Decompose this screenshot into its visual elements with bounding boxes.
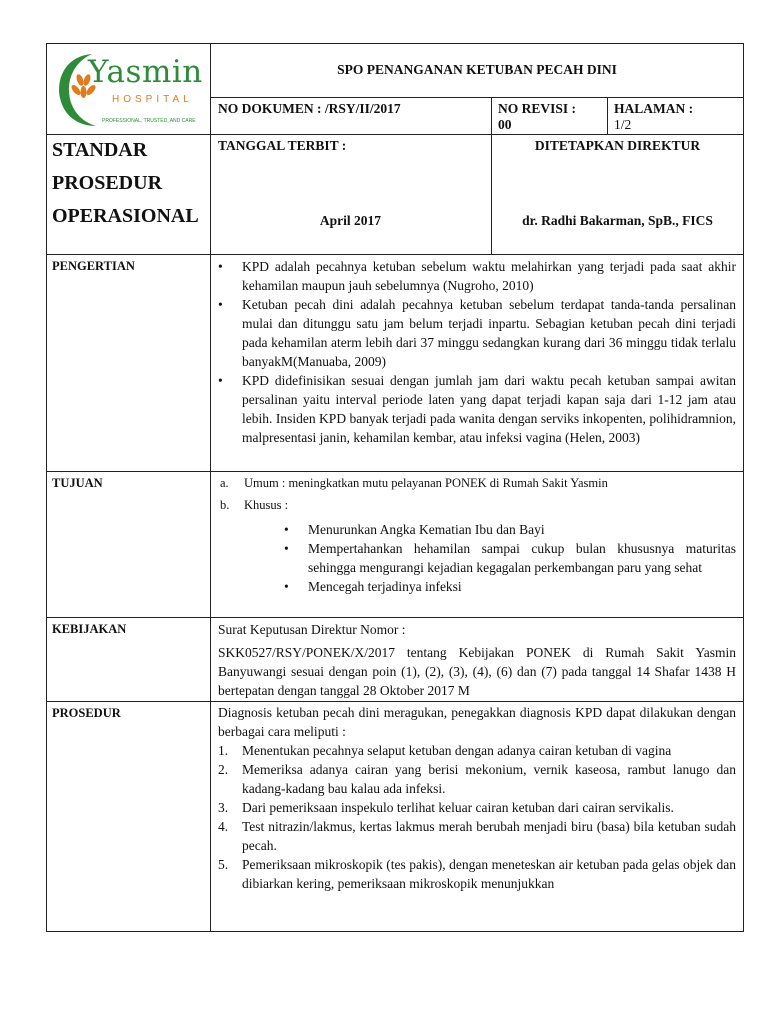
row-divider	[46, 617, 744, 618]
logo-name: Yasmin	[88, 54, 203, 90]
column-divider	[210, 43, 211, 932]
section-label-prosedur: PROSEDUR	[52, 706, 121, 720]
issue-date: April 2017	[319, 213, 382, 228]
revision-value: 00	[498, 117, 512, 132]
prosedur-steps	[214, 741, 736, 893]
column-divider	[491, 97, 492, 254]
prosedur-intro: Diagnosis ketuban pecah dini meragukan, penegakkan diagnosis KPD dapat dilakukan dengan berbagai cara meliputi :	[218, 705, 736, 739]
list-item: 3. Dari pemeriksaan inspekulo terlihat keluar cairan ketuban dari cairan servikalis.	[218, 800, 674, 815]
row-divider	[46, 471, 744, 472]
tujuan-a-text: Umum : meningkatkan mutu pelayanan PONEK di Rumah Sakit Yasmin	[244, 476, 608, 490]
list-item: • KPD adalah pecahnya ketuban sebelum waktu melahirkan yang terjadi pada saat akhir kehamilan maupun jauh sebelumnya (Nugroho, 2010)	[218, 259, 736, 293]
row-divider	[210, 134, 744, 135]
list-item: 2. Memeriksa adanya cairan yang berisi mekonium, vernik kaseosa, rambut lanugo dan kadang-kadang bau kalau ada infeksi.	[218, 762, 736, 796]
list-item: • Ketuban pecah dini adalah pecahnya ketuban sebelum terdapat tanda-tanda persalinan mulai dan ditunggu satu jam belum terjadi inpartu. Sebagian ketuban pecah dini terjadi pada kehamilan aterm lebih dari 37 minggu sedangkan kurang dari 36 minggu tidak terlalu banyakM(Manuaba, 2009)	[218, 297, 736, 369]
logo-tagline: PROFESSIONAL, TRUSTED, AND CARE	[102, 118, 196, 124]
sop-line-3: OPERASIONAL	[52, 205, 199, 227]
row-divider	[210, 97, 744, 98]
approved-by-label: DITETAPKAN DIREKTUR	[534, 138, 701, 153]
tujuan-list	[280, 520, 736, 596]
section-label-kebijakan: KEBIJAKAN	[52, 622, 127, 636]
list-item: 4. Test nitrazin/lakmus, kertas lakmus merah berubah menjadi biru (basa) bila ketuban sudah pecah.	[218, 819, 736, 853]
document-number: NO DOKUMEN : /RSY/II/2017	[218, 101, 401, 116]
list-item: 1. Menentukan pecahnya selaput ketuban dengan adanya cairan ketuban di vagina	[218, 743, 672, 758]
sop-line-2: PROSEDUR	[52, 172, 163, 194]
tujuan-b-text: Khusus :	[244, 498, 289, 512]
sop-line-1: STANDAR	[52, 139, 148, 161]
tujuan-b-marker: b.	[220, 498, 230, 512]
revision-label: NO REVISI :	[498, 101, 577, 116]
row-divider	[46, 701, 744, 702]
section-label-pengertian: PENGERTIAN	[52, 259, 135, 273]
hospital-logo	[52, 48, 206, 130]
pengertian-content	[214, 257, 736, 447]
section-label-tujuan: TUJUAN	[52, 476, 103, 490]
kebijakan-body: SKK0527/RSY/PONEK/X/2017 tentang Kebijakan PONEK di Rumah Sakit Yasmin Banyuwangi sesuai dengan poin (1), (2), (3), (4), (6) dan (7) pada tanggal 14 Shafar 1438 H bertepatan dengan tanggal 28 Oktober 2017 M	[218, 645, 736, 698]
list-item: • Mencegah terjadinya infeksi	[284, 579, 462, 594]
page-value: 1/2	[614, 117, 632, 132]
document-title: SPO PENANGANAN KETUBAN PECAH DINI	[337, 62, 617, 77]
column-divider	[607, 97, 608, 134]
director-name: dr. Radhi Bakarman, SpB., FICS	[522, 213, 713, 228]
page-label: HALAMAN :	[614, 101, 694, 116]
kebijakan-line1: Surat Keputusan Direktur Nomor :	[218, 622, 406, 637]
issue-date-label: TANGGAL TERBIT :	[218, 138, 347, 153]
row-divider	[46, 254, 744, 255]
list-item: • Mempertahankan hehamilan sampai cukup bulan khususnya maturitas sehingga mengurangi kejadian kegagalan perkembangan paru yang sehat	[284, 541, 736, 575]
logo-subtitle: HOSPITAL	[112, 94, 193, 105]
tujuan-a-marker: a.	[220, 476, 229, 490]
list-item: 5. Pemeriksaan mikroskopik (tes pakis), dengan meneteskan air ketuban pada gelas objek dan dibiarkan kering, pemeriksaan mikroskopik menunjukkan	[218, 857, 736, 891]
list-item: • KPD didefinisikan sesuai dengan jumlah jam dari waktu pecah ketuban sampai awitan persalinan yaitu interval periode laten yang dapat terjadi kapan saja dari 1-12 jam atau lebih. Insiden KPD banyak terjadi pada wanita dengan serviks inkopenten, polihidramnion, malpresentasi janin, kehamilan kembar, atau infeksi vagina (Helen, 2003)	[218, 373, 736, 445]
list-item: • Menurunkan Angka Kematian Ibu dan Bayi	[284, 522, 545, 537]
